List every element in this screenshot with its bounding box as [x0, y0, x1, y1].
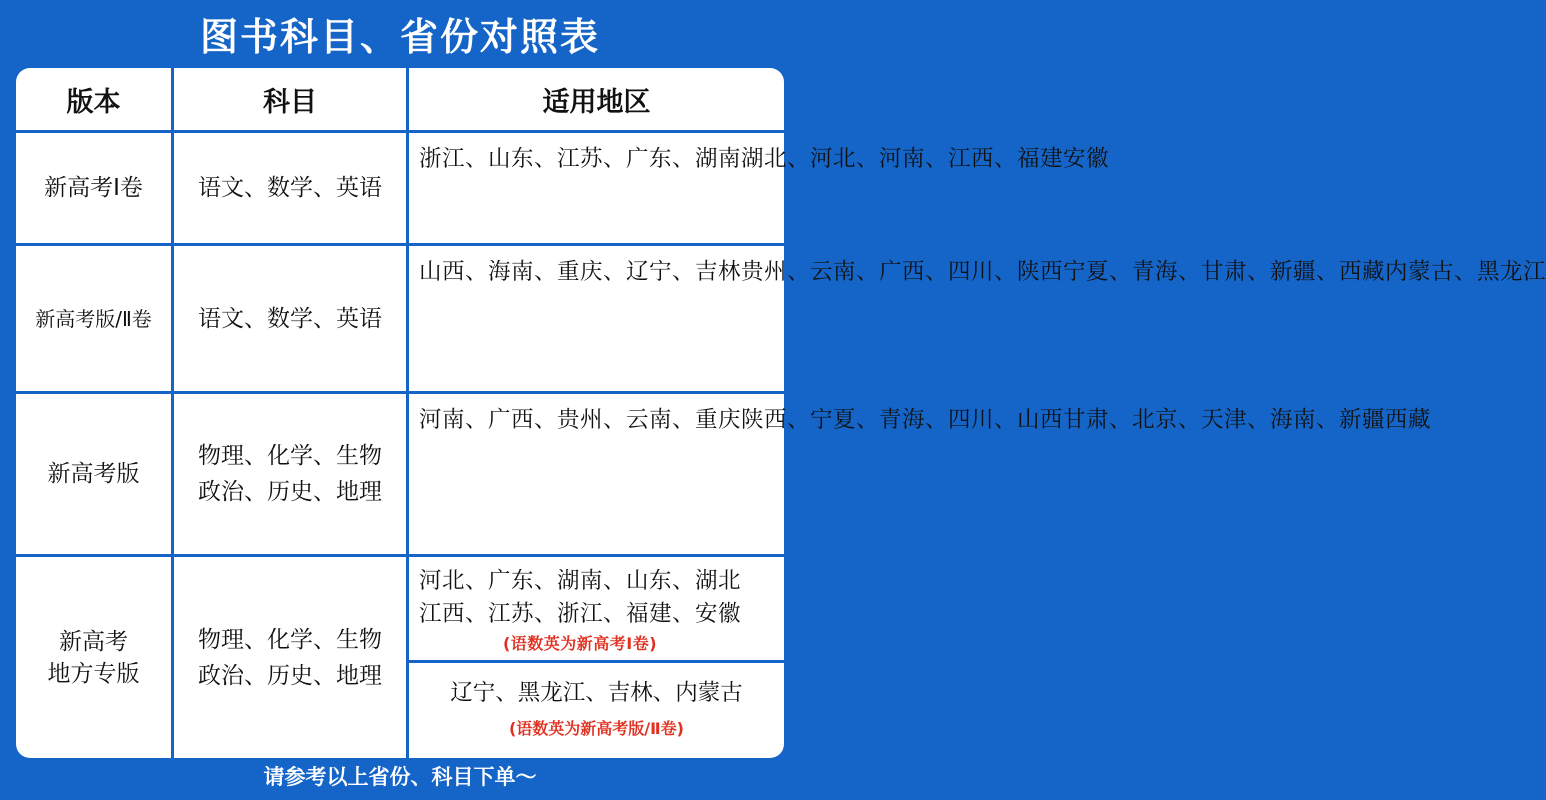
column-divider	[406, 68, 409, 758]
row-divider	[16, 391, 784, 394]
row4-regions-group2	[409, 663, 784, 758]
region-line: 浙江、山东、江苏、广东、湖南	[419, 146, 742, 172]
region-note: (语数英为新高考版/Ⅱ卷)	[508, 718, 684, 738]
row-divider	[16, 130, 784, 133]
footer-note: 请参考以上省份、科目下单～	[263, 765, 537, 789]
subject-line: 政治、历史、地理	[198, 479, 382, 505]
region-line: 安徽	[1063, 146, 1110, 172]
region-line: 河北、广东、湖南、山东、湖北	[419, 568, 742, 594]
row3-version: 新高考版	[47, 461, 140, 487]
header-subject: 科目	[263, 86, 317, 118]
subject-line: 物理、化学、生物	[198, 626, 382, 653]
subject-line: 物理、化学、生物	[198, 443, 382, 469]
row-divider	[406, 660, 784, 663]
region-note: (语数英为新高考Ⅰ卷)	[502, 634, 658, 653]
row4-subject	[174, 557, 406, 758]
row-divider	[16, 243, 784, 246]
region-line: 西藏	[1385, 407, 1432, 433]
region-line: 内蒙古、黑龙江	[1385, 259, 1546, 285]
row2-subject: 语文、数学、英语	[198, 305, 382, 332]
version-line: 新高考	[59, 628, 128, 655]
region-line: 湖北、河北、河南、江西、福建	[741, 146, 1064, 172]
reference-table	[16, 68, 1546, 758]
region-line: 山西、海南、重庆、辽宁、吉林	[419, 259, 742, 285]
region-line: 河南、广西、贵州、云南、重庆	[419, 407, 742, 433]
region-line: 江西、江苏、浙江、福建、安徽	[419, 601, 742, 627]
row-divider	[16, 554, 784, 557]
header-regions: 适用地区	[542, 86, 651, 118]
row3-regions	[409, 394, 1432, 554]
header-version: 版本	[66, 86, 121, 118]
row4-version	[16, 557, 171, 758]
page-title: 图书科目、省份对照表	[199, 15, 600, 59]
row3-subject	[174, 394, 406, 554]
subject-line: 政治、历史、地理	[198, 662, 382, 689]
region-line: 辽宁、黑龙江、吉林、内蒙古	[450, 679, 743, 706]
row2-version: 新高考版/Ⅱ卷	[35, 306, 152, 331]
region-line: 贵州、云南、广西、四川、陕西	[741, 259, 1064, 285]
region-line: 宁夏、青海、甘肃、新疆、西藏	[1063, 259, 1386, 285]
row2-regions	[409, 246, 1546, 391]
row4-regions-group1	[409, 557, 784, 660]
region-line: 陕西、宁夏、青海、四川、山西	[741, 407, 1064, 433]
version-line: 地方专版	[47, 660, 140, 687]
region-line: 甘肃、北京、天津、海南、新疆	[1063, 407, 1386, 433]
row1-version: 新高考Ⅰ卷	[44, 175, 143, 201]
row1-subject: 语文、数学、英语	[198, 175, 382, 201]
row1-regions	[409, 133, 1110, 243]
column-divider	[171, 68, 174, 758]
